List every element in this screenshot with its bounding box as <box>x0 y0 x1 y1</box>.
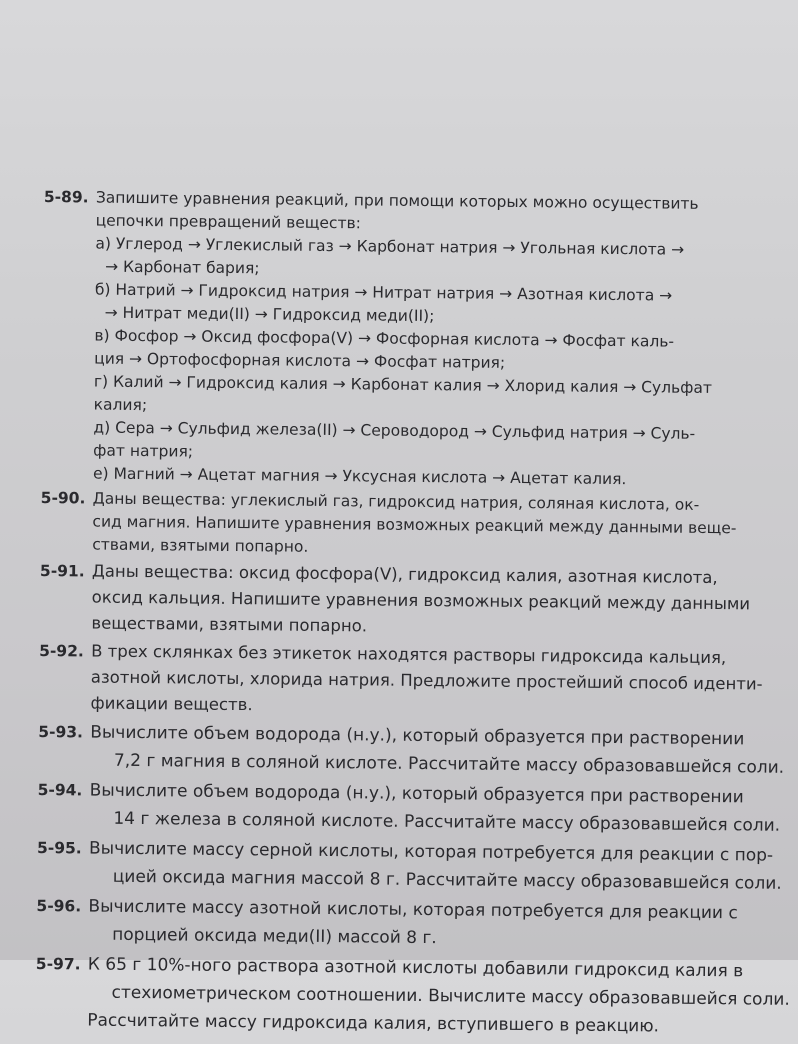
problem-text-line: Вычислите массу серной кислоты, которая потребуется для реакции с пор- <box>88 838 774 866</box>
problem-text-line: → Нитрат меди(II) → Гидроксид меди(II); <box>104 303 435 326</box>
problem-text-line: Вычислите объем водорода (н.у.), который образуется при растворении <box>89 780 744 808</box>
problem-5-89 <box>41 186 713 492</box>
problem-text-line: сид магния. Напишите уравнения возможных реакций между данными веще- <box>92 512 737 538</box>
problem-text-line: Даны вещества: оксид фосфора(V), гидроксид калия, азотная кислота, <box>91 561 718 588</box>
problem-text-line: калия; <box>93 395 148 415</box>
problem-number: 5-95. <box>36 838 82 858</box>
problem-text-line: веществами, взятыми попарно. <box>91 613 368 636</box>
problem-text-line: б) Натрий → Гидроксид натрия → Нитрат натрия → Азотная кислота → <box>94 280 673 305</box>
problem-number: 5-97. <box>35 954 81 974</box>
problem-5-95 <box>36 834 782 897</box>
problem-5-93 <box>38 718 785 781</box>
problem-text-line: цепочки превращений веществ: <box>95 211 361 233</box>
problem-text-line: фикации веществ. <box>90 693 253 715</box>
problem-number: 5-91. <box>39 561 85 581</box>
problem-text-line: → Карбонат бария; <box>105 257 260 278</box>
problem-text-line: в) Фосфор → Оксид фосфора(V) → Фосфорная кислота → Фосфат каль- <box>94 326 675 351</box>
problem-number: 5-89. <box>43 187 89 207</box>
problem-text-line: К 65 г 10%-ного раствора азотной кислоты добавили гидроксид калия в <box>87 954 744 982</box>
problem-text-line: Даны вещества: углекислый газ, гидроксид натрия, соляная кислота, ок- <box>92 489 700 514</box>
problem-text-line: оксид кальция. Напишите уравнения возможных реакций между данными <box>91 587 751 614</box>
problem-5-92 <box>38 638 763 723</box>
problem-text-line: 14 г железа в соляной кислоте. Рассчитайте массу образовавшейся соли. <box>113 808 781 836</box>
problem-text-line: порцией оксида меди(II) массой 8 г. <box>112 924 437 949</box>
problem-text-line: азотной кислоты, хлорида натрия. Предложите простейший способ иденти- <box>90 667 763 694</box>
problem-text-line: е) Магний → Ацетат магния → Уксусная кислота → Ацетат калия. <box>92 464 627 489</box>
problem-5-96 <box>36 892 738 955</box>
problem-list <box>35 186 790 1043</box>
problem-text-line: ция → Ортофосфорная кислота → Фосфат натрия; <box>94 349 506 372</box>
problem-5-90 <box>40 487 737 563</box>
problem-text-line: 7,2 г магния в соляной кислоте. Рассчитайте массу образовавшейся соли. <box>113 750 785 778</box>
problem-text-line: Рассчитайте массу гидроксида калия, вступившего в реакцию. <box>87 1010 660 1037</box>
problem-number: 5-90. <box>40 488 86 508</box>
problem-text-line: Запишите уравнения реакций, при помощи которых можно осуществить <box>95 188 699 213</box>
problem-text-line: Вычислите объем водорода (н.у.), который образуется при растворении <box>90 722 745 750</box>
problem-text-line: В трех склянках без этикеток находятся растворы гидроксида кальция, <box>91 641 727 668</box>
problem-number: 5-93. <box>38 722 84 742</box>
problem-number: 5-92. <box>39 641 84 661</box>
problem-text-line: стехиометрическом соотношении. Вычислите массу образовавшейся соли. <box>111 982 790 1010</box>
problem-text-line: фат натрия; <box>93 441 194 461</box>
problem-text-line: цией оксида магния массой 8 г. Рассчитайте массу образовавшейся соли. <box>112 866 782 894</box>
problem-number: 5-94. <box>37 780 83 800</box>
problem-text-line: д) Сера → Сульфид железа(II) → Сероводород → Сульфид натрия → Суль- <box>93 418 696 443</box>
problem-text-line: Вычислите массу азотной кислоты, которая потребуется для реакции с <box>88 896 738 924</box>
problem-5-97 <box>35 950 790 1041</box>
problem-5-94 <box>37 776 781 839</box>
problem-text-line: г) Калий → Гидроксид калия → Карбонат калия → Хлорид калия → Сульфат <box>93 372 713 398</box>
problem-5-91 <box>39 558 751 643</box>
problem-number: 5-96. <box>36 896 82 916</box>
problem-text-line: а) Углерод → Углекислый газ → Карбонат натрия → Угольная кислота → <box>95 234 685 259</box>
problem-text-line: ствами, взятыми попарно. <box>92 535 309 556</box>
